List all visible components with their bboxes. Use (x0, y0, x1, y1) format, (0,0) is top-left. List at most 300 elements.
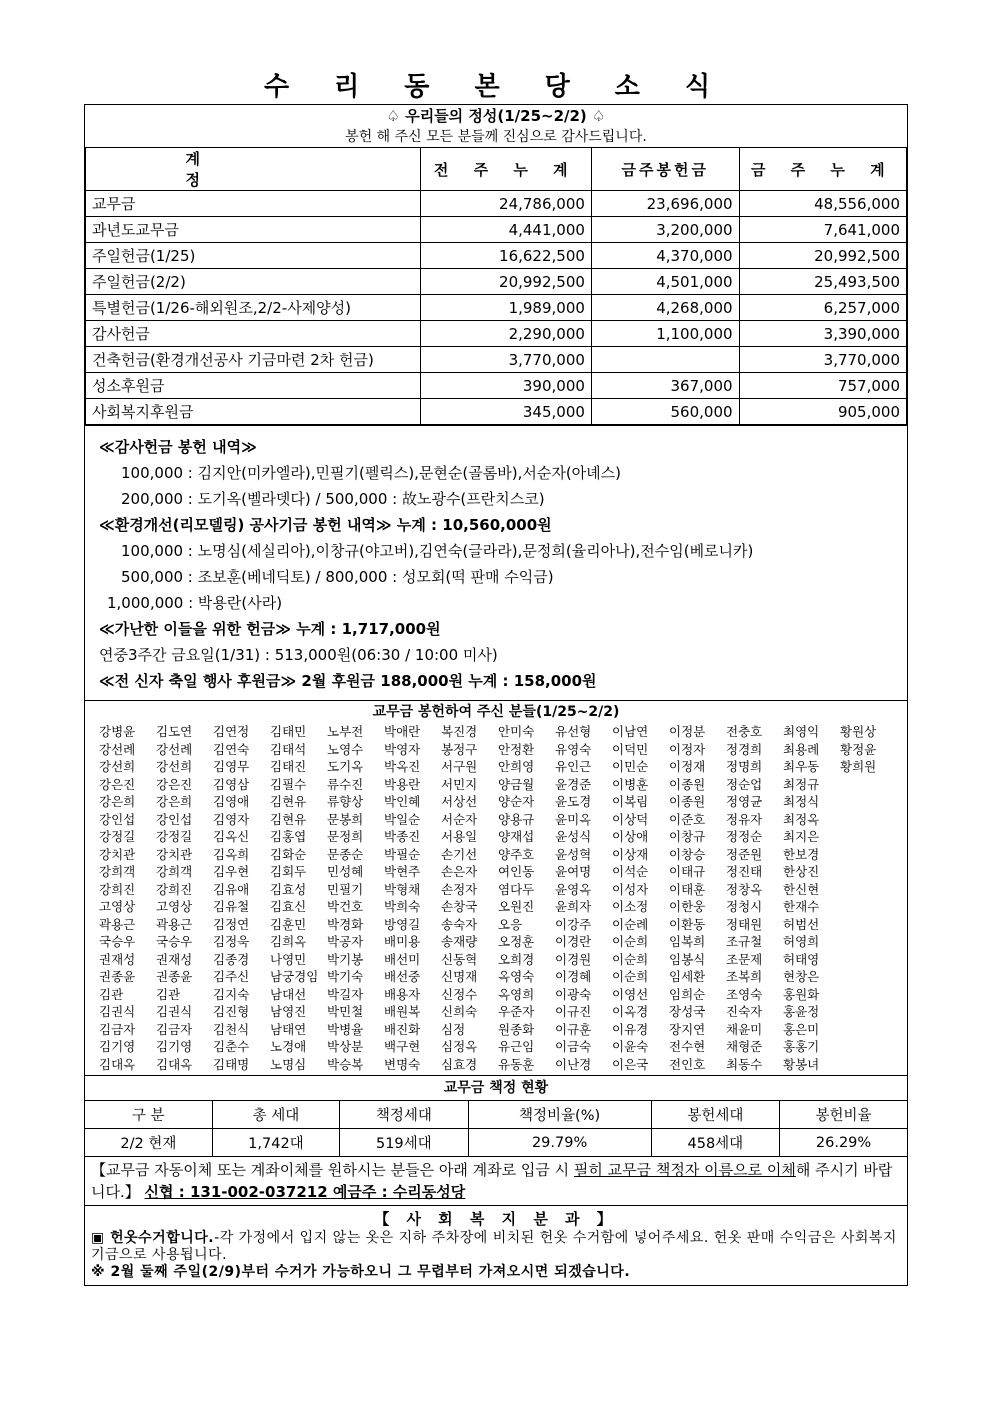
thanks-title: ≪감사헌금 봉헌 내역≫ (99, 438, 257, 456)
donor-name: 염다두 (498, 881, 535, 897)
donor-name: 박필순 (384, 846, 421, 862)
donor-name: 백구현 (384, 1039, 421, 1054)
donor-name: 한재수 (783, 899, 820, 914)
offering-amount-cell: 20,992,500 (739, 243, 906, 269)
donor-name: 민성혜 (327, 864, 364, 879)
donor-name: 박일순 (384, 811, 421, 827)
offering-amount-cell: 2,290,000 (420, 321, 591, 347)
donor-name: 강은희 (99, 794, 136, 809)
donor-name: 안미숙 (498, 724, 535, 739)
donor-name: 심정옥 (441, 1039, 478, 1054)
donor-name: 곽용근 (99, 916, 136, 932)
donor-name: 정영균 (726, 794, 763, 809)
donor-name: 김현유 (270, 811, 307, 827)
donor-name: 최우동 (783, 759, 820, 774)
donor-name: 강정길 (156, 829, 193, 844)
donor-name (840, 933, 897, 951)
donor-name: 장지연 (669, 1021, 706, 1037)
donor-name: 채윤미 (726, 1021, 763, 1037)
donor-name: 강인섭 (99, 811, 136, 827)
donor-name: 이석순 (612, 864, 649, 879)
donor-name: 조규철 (726, 934, 763, 949)
donor-name (840, 1056, 897, 1074)
offering-account-cell: 교무금 (86, 191, 421, 217)
donor-name: 박기숙 (327, 969, 364, 984)
donor-name: 권종윤 (156, 969, 193, 984)
donor-name: 강인섭 (156, 811, 193, 827)
account-instruction: 필히 교무금 책정자 이름으로 이체 (573, 1161, 796, 1179)
donor-name: 봉정구 (441, 741, 478, 757)
pledge-header-row (85, 1101, 907, 1129)
donor-name: 강희객 (156, 864, 193, 879)
donor-name: 김우현 (213, 864, 250, 879)
donor-name: 김태명 (213, 1056, 250, 1072)
donor-name: 이태훈 (669, 881, 706, 897)
offering-amount-cell: 20,992,500 (420, 269, 591, 295)
donor-name: 강병윤 (99, 724, 136, 739)
donor-name: 이유경 (612, 1021, 649, 1037)
donor-name: 김태민 (270, 724, 307, 739)
donor-name: 노명심 (270, 1056, 307, 1072)
offering-account-cell: 사회복지후원금 (86, 399, 421, 425)
donor-name: 김옥희 (213, 846, 250, 862)
donor-name: 김회두 (270, 864, 307, 879)
donor-name: 최영익 (783, 724, 820, 739)
donor-name: 김기영 (156, 1039, 193, 1054)
donor-name (840, 968, 897, 986)
donor-name: 박공자 (327, 934, 364, 949)
donor-name: 원종화 (498, 1021, 535, 1037)
offering-amount-cell: 6,257,000 (739, 295, 906, 321)
donor-name: 류수진 (327, 776, 364, 792)
donor-name: 이영선 (612, 986, 649, 1002)
donor-name: 옥영숙 (498, 969, 535, 984)
donor-heading: 교무금 봉헌하여 주신 분들(1/25~2/2) (372, 704, 620, 720)
donor-name: 이성자 (612, 881, 649, 897)
offering-amount-cell: 24,786,000 (420, 191, 591, 217)
donor-name (840, 793, 897, 811)
donor-name: 이순희 (612, 969, 649, 984)
donor-name: 송숙자 (441, 916, 478, 932)
donor-name: 이금숙 (555, 1039, 592, 1054)
donor-name: 김연정 (213, 724, 250, 739)
donor-name: 채형준 (726, 1039, 763, 1054)
donor-name: 이창규 (669, 829, 706, 844)
remodel-title: ≪환경개선(리모델링) 공사기금 봉헌 내역≫ 누계 : 10,560,000원 (99, 516, 552, 534)
donor-name: 박종진 (384, 829, 421, 844)
donor-name: 조복희 (726, 969, 763, 984)
donor-name: 강치관 (156, 846, 193, 862)
offering-row (86, 269, 907, 295)
welfare-note: ※ 2월 둘째 주일(2/9)부터 수거가 가능하오니 그 무렵부터 가져오시면 되겠습니다. (91, 1264, 631, 1280)
donor-name: 박영자 (384, 741, 421, 757)
donor-name: 송재량 (441, 934, 478, 949)
donor-name: 오원진 (498, 899, 535, 914)
donor-name: 권재성 (99, 951, 136, 967)
donor-name: 오희경 (498, 951, 535, 967)
donor-name: 황희원 (840, 759, 877, 774)
donor-name: 국승우 (156, 934, 193, 949)
donor-name: 김영애 (213, 794, 250, 809)
donor-name: 한상진 (783, 864, 820, 879)
donor-name (840, 1021, 897, 1039)
donor-name: 김금자 (99, 1021, 136, 1037)
donor-name: 방영길 (384, 916, 421, 932)
donor-name: 강선희 (99, 759, 136, 774)
donor-name: 김효신 (270, 899, 307, 914)
feast-title: ≪전 신자 축일 행사 후원금≫ 2월 후원금 188,000원 누계 : 158,000원 (99, 672, 597, 690)
donor-name: 정태원 (726, 916, 763, 932)
donor-name: 노부전 (327, 724, 364, 739)
bulletin-frame (84, 104, 908, 1286)
donor-name: 배용자 (384, 986, 421, 1002)
offering-amount-cell: 1,100,000 (591, 321, 739, 347)
pledge-header-cell: 책정비율(%) (468, 1101, 651, 1129)
donor-name: 양순자 (498, 794, 535, 809)
pledge-header-cell: 구 분 (85, 1101, 212, 1129)
offering-amount-cell: 4,268,000 (591, 295, 739, 321)
donor-name (840, 846, 897, 864)
donor-name: 이정분 (669, 724, 706, 739)
donor-name: 박희숙 (384, 899, 421, 914)
donor-name: 윤여명 (555, 864, 592, 879)
donor-name: 안정환 (498, 741, 535, 757)
donor-name: 윤희자 (555, 899, 592, 914)
offering-amount-cell: 3,200,000 (591, 217, 739, 243)
donor-name: 문정희 (327, 829, 364, 844)
donor-name: 박민철 (327, 1004, 364, 1019)
donor-name: 임복희 (669, 934, 706, 949)
offering-account-cell: 과년도교무금 (86, 217, 421, 243)
donor-name: 장성국 (669, 1004, 706, 1019)
col-prev-total: 전 주 누 계 (420, 148, 591, 191)
donor-name: 정창옥 (726, 881, 763, 897)
donor-name: 김정욱 (213, 934, 250, 949)
donor-name: 양금월 (498, 776, 535, 792)
donor-name: 문봉희 (327, 811, 364, 827)
donor-name: 이복림 (612, 794, 649, 809)
donor-name: 신명재 (441, 969, 478, 984)
donor-name: 이병훈 (612, 776, 649, 792)
donor-name: 홍은미 (783, 1021, 820, 1037)
donor-name: 변명숙 (384, 1056, 421, 1072)
col-cumulative: 금 주 누 계 (739, 148, 906, 191)
pledge-heading: 교무금 책정 현황 (85, 1076, 907, 1101)
thanks-line: 200,000 : 도기옥(벨라뎃다) / 500,000 : 故노광수(프란치스코) (121, 490, 545, 508)
donor-name: 나영민 (270, 951, 307, 967)
welfare-body: -각 가정에서 입지 않는 옷은 지하 주차장에 비치된 헌옷 수거함에 넣어주세요. 헌옷 판매 수익금은 사회복지 기금으로 사용됩니다. (91, 1230, 897, 1263)
donor-name: 복진경 (441, 724, 478, 739)
offering-amount-cell: 23,696,000 (591, 191, 739, 217)
donor-name: 김진형 (213, 1004, 250, 1019)
donor-name: 김화순 (270, 846, 307, 862)
offering-table (85, 147, 907, 425)
donor-name: 이순례 (612, 916, 649, 932)
donor-name: 정진태 (726, 864, 763, 879)
offering-details (85, 425, 907, 700)
donor-name: 홍원화 (783, 986, 820, 1002)
donor-name: 손기선 (441, 846, 478, 862)
offering-amount-cell: 25,493,500 (739, 269, 906, 295)
donor-name: 국승우 (99, 934, 136, 949)
donor-name: 이태규 (669, 864, 706, 879)
donor-name: 윤경준 (555, 776, 592, 792)
donor-name: 서민지 (441, 776, 478, 792)
donor-name: 배선중 (384, 969, 421, 984)
donor-name: 박길자 (327, 986, 364, 1002)
donor-name: 전인호 (669, 1056, 706, 1072)
donor-name: 김희옥 (270, 934, 307, 949)
donor-name: 서용일 (441, 829, 478, 844)
donor-name: 배미용 (384, 934, 421, 949)
pledge-value-cell: 519세대 (340, 1129, 468, 1157)
donor-name: 임세환 (669, 969, 706, 984)
donor-name: 노경애 (270, 1039, 307, 1054)
donor-name: 김천식 (213, 1021, 250, 1037)
donor-name: 황봉녀 (783, 1056, 820, 1072)
donor-name: 박용란 (384, 776, 421, 792)
donor-name: 안희영 (498, 759, 535, 774)
col-account: 계 정 (86, 148, 421, 191)
donor-name: 김대옥 (156, 1056, 193, 1072)
donor-name: 배진화 (384, 1021, 421, 1037)
donor-name (840, 776, 897, 794)
donor-name: 윤성혁 (555, 846, 592, 862)
donor-name: 이규진 (555, 1004, 592, 1019)
donor-name: 정준원 (726, 846, 763, 862)
donor-name: 김대옥 (99, 1056, 136, 1072)
donor-name (840, 1003, 897, 1021)
donor-name: 이경란 (555, 934, 592, 949)
pledge-header-cell: 봉헌세대 (651, 1101, 779, 1129)
donor-name: 배원복 (384, 1004, 421, 1019)
donor-name: 허태영 (783, 951, 820, 967)
donor-name: 김금자 (156, 1021, 193, 1037)
donor-name: 이윤숙 (612, 1039, 649, 1054)
donor-name: 김옥신 (213, 829, 250, 844)
donor-name: 최정규 (783, 776, 820, 792)
offering-account-cell: 주일헌금(2/2) (86, 269, 421, 295)
donor-name (840, 863, 897, 881)
donor-name: 이창승 (669, 846, 706, 862)
donor-name: 김유애 (213, 881, 250, 897)
donor-name: 이은국 (612, 1056, 649, 1072)
donor-name: 강희진 (99, 881, 136, 897)
donor-name: 이덕민 (612, 741, 649, 757)
offering-row (86, 217, 907, 243)
donor-name: 김영자 (213, 811, 250, 827)
donor-name: 이소정 (612, 899, 649, 914)
donor-name: 양용규 (498, 811, 535, 827)
donor-name: 한신현 (783, 881, 820, 897)
donor-name: 김춘수 (213, 1039, 250, 1054)
donor-name (840, 898, 897, 916)
donor-name: 김지숙 (213, 986, 250, 1002)
donor-name: 정경희 (726, 741, 763, 757)
donor-name: 황정윤 (840, 741, 877, 757)
offering-amount-cell: 757,000 (739, 373, 906, 399)
donor-name: 강희객 (99, 864, 136, 879)
donor-name: 김연숙 (213, 741, 250, 757)
donor-name: 이순희 (612, 934, 649, 949)
donor-name: 서구원 (441, 759, 478, 774)
offering-account-cell: 특별헌금(1/26-해외원조,2/2-사제양성) (86, 295, 421, 321)
donor-name: 이상애 (612, 829, 649, 844)
donor-name: 유영숙 (555, 741, 592, 757)
donor-name: 신희숙 (441, 1004, 478, 1019)
donor-name: 문종순 (327, 846, 364, 862)
donor-name: 박현주 (384, 864, 421, 879)
donor-name: 여인동 (498, 864, 535, 879)
donor-name: 남영진 (270, 1004, 307, 1019)
donor-name: 정순업 (726, 776, 763, 792)
offering-amount-cell: 7,641,000 (739, 217, 906, 243)
offering-amount-cell: 345,000 (420, 399, 591, 425)
donor-name: 유선형 (555, 724, 592, 739)
donor-name: 강치관 (99, 846, 136, 862)
donor-name (840, 881, 897, 899)
donor-name: 손창국 (441, 899, 478, 914)
donor-name: 임희순 (669, 986, 706, 1002)
donor-name: 박애란 (384, 724, 421, 739)
offering-amount-cell: 1,989,000 (420, 295, 591, 321)
donor-name: 양주호 (498, 846, 535, 862)
offering-row (86, 399, 907, 425)
offering-amount-cell: 367,000 (591, 373, 739, 399)
donor-name: 김효성 (270, 881, 307, 897)
donor-name: 남대선 (270, 986, 307, 1002)
donor-name: 강은진 (156, 776, 193, 792)
donor-name: 한보경 (783, 846, 820, 862)
donor-name: 이상덕 (612, 811, 649, 827)
account-text: 해 주시기 바랍니다.】 (91, 1161, 893, 1201)
donor-name: 강선례 (156, 741, 193, 757)
donor-name: 이규훈 (555, 1021, 592, 1037)
donor-name: 김기영 (99, 1039, 136, 1054)
donor-name: 이민순 (612, 759, 649, 774)
poor-title: ≪가난한 이들을 위한 헌금≫ 누계 : 1,717,000원 (99, 620, 441, 638)
donor-name (840, 811, 897, 829)
donor-name: 유인근 (555, 759, 592, 774)
donor-name: 최정식 (783, 794, 820, 809)
offering-amount-cell: 905,000 (739, 399, 906, 425)
donor-name: 강선례 (99, 741, 136, 757)
offering-amount-cell: 3,770,000 (739, 347, 906, 373)
bank-account: 신협 : 131-002-037212 예금주 : 수리동성당 (144, 1183, 466, 1201)
donor-name: 이환동 (669, 916, 706, 932)
donor-name: 서상선 (441, 794, 478, 809)
offering-subheading: 봉헌 해 주신 모든 분들께 진심으로 감사드립니다. (345, 129, 647, 145)
offering-header-row (86, 148, 907, 191)
donor-name: 김현유 (270, 794, 307, 809)
donor-name: 김정연 (213, 916, 250, 932)
donor-name: 박형채 (384, 881, 421, 897)
offering-amount-cell: 3,770,000 (420, 347, 591, 373)
offering-row (86, 191, 907, 217)
donor-name: 노영수 (327, 741, 364, 757)
offering-amount-cell: 4,441,000 (420, 217, 591, 243)
offering-heading: ♤ 우리들의 정성(1/25~2/2) ♤ (386, 107, 606, 125)
donor-name: 이상재 (612, 846, 649, 862)
pledge-header-cell: 봉헌비율 (780, 1101, 907, 1129)
offering-account-cell: 건축헌금(환경개선공사 기금마련 2차 헌금) (86, 347, 421, 373)
welfare-lead: ▣ 헌옷수거합니다. (91, 1230, 215, 1246)
account-notice (85, 1156, 907, 1205)
donor-name: 신동혁 (441, 951, 478, 967)
donor-name: 이정자 (669, 741, 706, 757)
donor-name (840, 951, 897, 969)
donor-name: 김종경 (213, 951, 250, 967)
pledge-value-cell: 1,742대 (212, 1129, 339, 1157)
donor-name: 김홍엽 (270, 829, 307, 844)
welfare-notice (91, 1230, 901, 1264)
offering-row (86, 373, 907, 399)
donor-name: 남태연 (270, 1021, 307, 1037)
donor-name: 김태석 (270, 741, 307, 757)
donor-name: 손정자 (441, 881, 478, 897)
offering-account-cell: 주일헌금(1/25) (86, 243, 421, 269)
donor-name: 정청시 (726, 899, 763, 914)
offering-amount-cell: 390,000 (420, 373, 591, 399)
donor-name: 박병율 (327, 1021, 364, 1037)
donor-name: 현창은 (783, 969, 820, 984)
donor-name: 김주신 (213, 969, 250, 984)
offering-amount-cell: 4,370,000 (591, 243, 739, 269)
remodel-line: 100,000 : 노명심(세실리아),이창규(야고버),김연숙(글라라),문정희(율리아나),전수임(베로니카) (121, 542, 754, 560)
donor-name: 김영삼 (213, 776, 250, 792)
donor-name: 홍홍기 (783, 1039, 820, 1054)
pledge-header-cell: 책정세대 (340, 1101, 468, 1129)
donor-name: 김훈민 (270, 916, 307, 932)
donor-name: 강은희 (156, 794, 193, 809)
donor-name: 박기봉 (327, 951, 364, 967)
donor-name: 윤영옥 (555, 881, 592, 897)
donor-name: 홍윤정 (783, 1004, 820, 1019)
donor-name: 배선미 (384, 951, 421, 967)
donor-name: 이경혜 (555, 969, 592, 984)
pledge-table (85, 1101, 907, 1156)
donor-name: 이준호 (669, 811, 706, 827)
donor-name: 전충호 (726, 724, 763, 739)
account-text: 【교무금 자동이체 또는 계좌이체를 원하시는 분들은 아래 계좌로 입금 시 (91, 1161, 574, 1179)
donor-name: 이난경 (555, 1056, 592, 1072)
donor-name: 이남연 (612, 724, 649, 739)
welfare-section (85, 1205, 907, 1285)
donor-name: 윤성식 (555, 829, 592, 844)
donor-name: 유동훈 (498, 1056, 535, 1072)
remodel-line: 1,000,000 : 박용란(사라) (107, 594, 283, 612)
offering-amount-cell: 3,390,000 (739, 321, 906, 347)
donor-name: 김권식 (156, 1004, 193, 1019)
donor-name: 황원상 (840, 724, 877, 739)
donor-name: 심효경 (441, 1056, 478, 1072)
donor-name (840, 986, 897, 1004)
offering-row (86, 321, 907, 347)
donor-name: 서순자 (441, 811, 478, 827)
donor-name: 곽용근 (156, 916, 193, 932)
donor-name: 허범선 (783, 916, 820, 932)
donor-name: 김도연 (156, 724, 193, 739)
poor-line: 연중3주간 금요일(1/31) : 513,000원(06:30 / 10:00 미사) (99, 646, 498, 664)
donor-section (85, 700, 907, 1075)
donor-name: 박경화 (327, 916, 364, 932)
donor-name: 이정재 (669, 759, 706, 774)
pledge-value-cell: 26.29% (780, 1129, 907, 1157)
donor-name: 권종윤 (99, 969, 136, 984)
donor-name: 최정옥 (783, 811, 820, 827)
donor-name: 신정수 (441, 986, 478, 1002)
donor-name: 박건호 (327, 899, 364, 914)
